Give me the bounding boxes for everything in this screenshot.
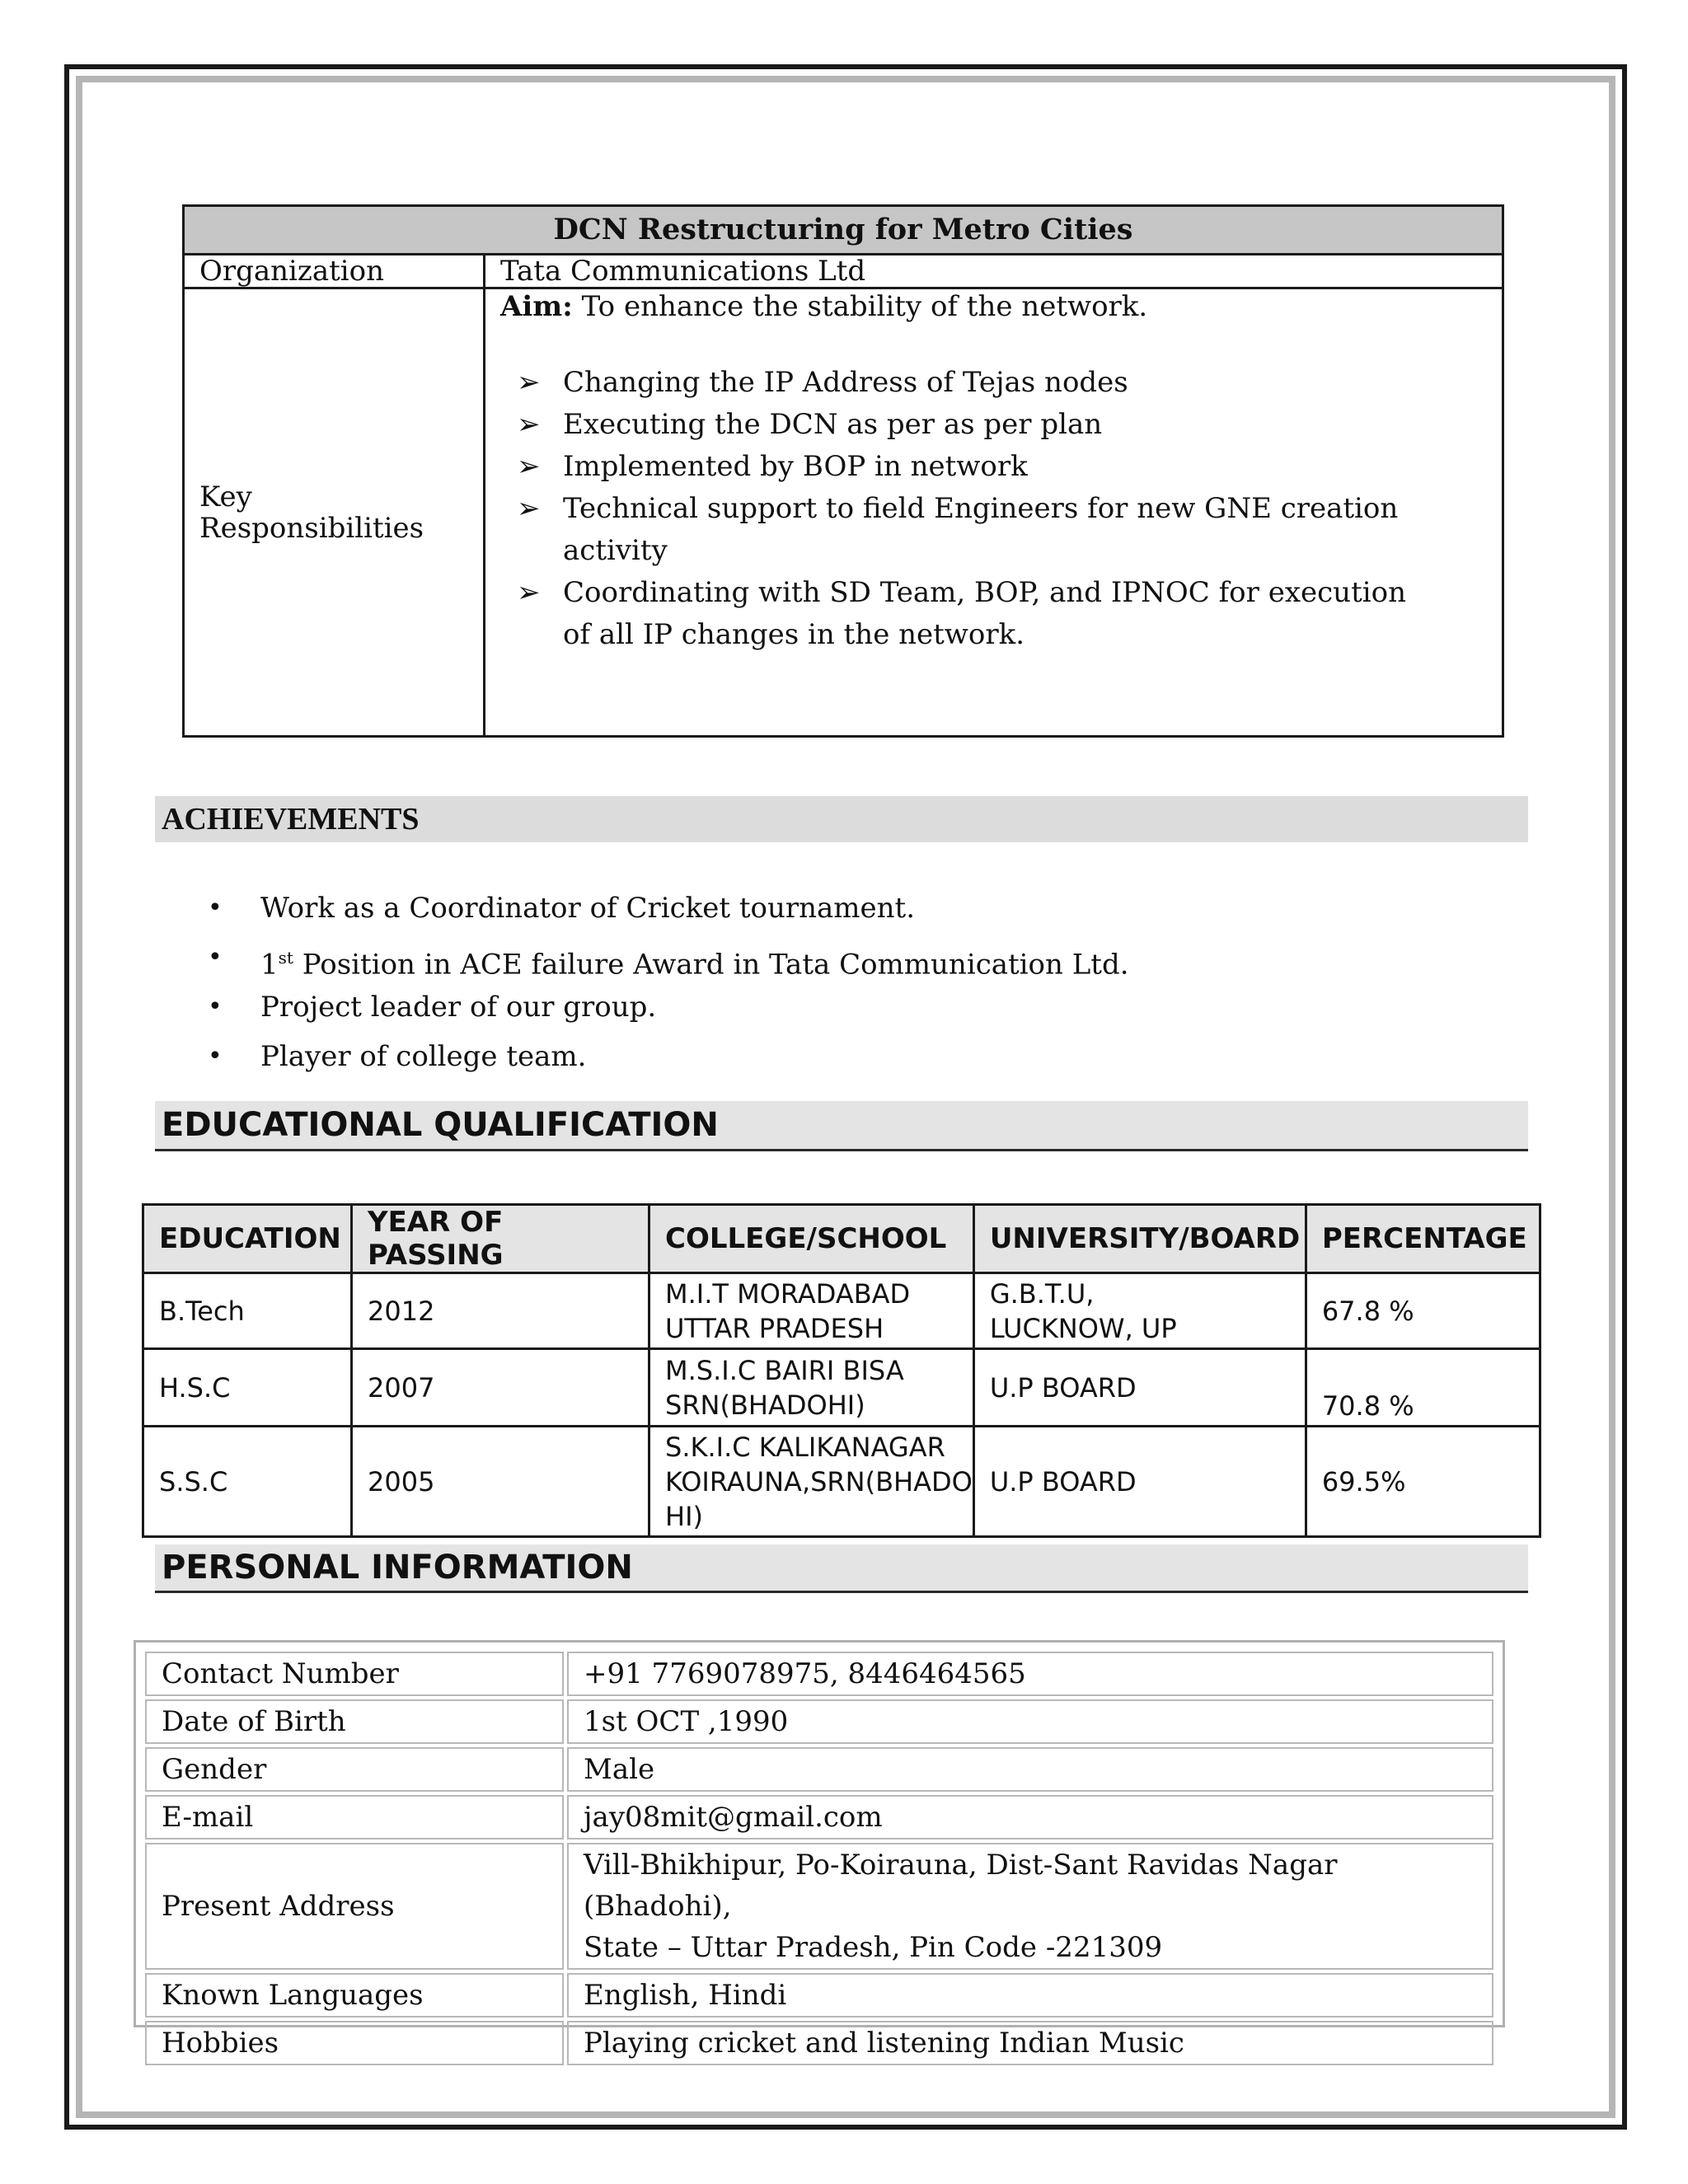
project-table: [182, 204, 1504, 738]
education-cell: B.Tech: [143, 1273, 352, 1349]
list-item: [208, 883, 1129, 933]
field-label: Date of Birth: [145, 1699, 564, 1744]
list-item: [208, 933, 1129, 982]
college-line: M.S.I.C BAIRI BISA: [665, 1354, 904, 1386]
list-item: [208, 1032, 1129, 1081]
table-row: [145, 1652, 1493, 1696]
college-line: SRN(BHADOHI): [665, 1389, 865, 1421]
university-cell: [973, 1273, 1306, 1349]
organization-value: Tata Communications Ltd: [485, 255, 1503, 288]
field-value: jay08mit@gmail.com: [567, 1795, 1493, 1840]
bullet-icon: •: [208, 943, 223, 972]
responsibility-text: Executing the DCN as per as per plan: [563, 408, 1103, 441]
address-line: State – Uttar Pradesh, Pin Code -221309: [584, 1931, 1163, 1964]
responsibility-text: Coordinating with SD Team, BOP, and IPNOC for execution of all IP changes in the network.: [563, 576, 1406, 651]
responsibility-text: Technical support to field Engineers for new GNE creation activity: [563, 492, 1399, 567]
percentage-cell: 69.5%: [1306, 1427, 1540, 1537]
arrow-bullet-icon: ➢: [517, 576, 541, 609]
achievements-list: [208, 883, 1129, 1081]
key-responsibilities-text: Key Responsibilities: [199, 480, 424, 545]
responsibility-text: Implemented by BOP in network: [563, 450, 1028, 483]
address-line: Vill-Bhikhipur, Po-Koirauna, Dist-Sant Ravidas Nagar (Bhadohi),: [584, 1849, 1338, 1923]
achievement-text: Position in ACE failure Award in Tata Communication Ltd.: [293, 948, 1129, 982]
college-cell: [649, 1427, 974, 1537]
arrow-bullet-icon: ➢: [517, 366, 541, 399]
field-value: Playing cricket and listening Indian Music: [567, 2021, 1493, 2065]
list-item: [208, 982, 1129, 1032]
personal-heading: PERSONAL INFORMATION: [162, 1549, 633, 1586]
field-label: E-mail: [145, 1795, 564, 1840]
college-line: UTTAR PRADESH: [665, 1312, 884, 1344]
column-header: EDUCATION: [143, 1205, 352, 1273]
field-label: Gender: [145, 1747, 564, 1792]
bullet-icon: •: [208, 893, 223, 922]
achievement-rank: 1: [260, 948, 279, 982]
field-value: +91 7769078975, 8446464565: [567, 1652, 1493, 1696]
achievement-text: Work as a Coordinator of Cricket tournament.: [260, 892, 916, 925]
key-responsibilities-label: [184, 288, 485, 737]
table-row: [145, 2021, 1493, 2065]
field-label: Contact Number: [145, 1652, 564, 1696]
university-cell: U.P BOARD: [973, 1427, 1306, 1537]
university-line: LUCKNOW, UP: [989, 1312, 1177, 1344]
personal-info-table: [142, 1648, 1497, 2069]
percentage-cell: 67.8 %: [1306, 1273, 1540, 1349]
list-item: [517, 446, 1428, 488]
table-row: [143, 1427, 1540, 1537]
year-cell: 2005: [352, 1427, 649, 1537]
college-line: M.I.T MORADABAD: [665, 1277, 911, 1310]
arrow-bullet-icon: ➢: [517, 450, 541, 483]
list-item: [517, 404, 1428, 446]
column-header: PERCENTAGE: [1306, 1205, 1540, 1273]
university-line: G.B.T.U,: [989, 1277, 1095, 1310]
education-cell: S.S.C: [143, 1427, 352, 1537]
education-header-underline: [155, 1149, 1528, 1151]
achievement-text: Player of college team.: [260, 1040, 587, 1073]
education-heading: EDUCATIONAL QUALIFICATION: [162, 1106, 719, 1144]
field-value: Male: [567, 1747, 1493, 1792]
project-title: DCN Restructuring for Metro Cities: [184, 206, 1503, 255]
field-value: English, Hindi: [567, 1973, 1493, 2018]
field-value: [567, 1843, 1493, 1970]
field-value: 1st OCT ,1990: [567, 1699, 1493, 1744]
aim-text: To enhance the stability of the network.: [581, 290, 1148, 323]
arrow-bullet-icon: ➢: [517, 492, 541, 525]
table-row: [143, 1273, 1540, 1349]
table-row: [145, 1699, 1493, 1744]
table-row: [145, 1843, 1493, 1970]
college-cell: [649, 1349, 974, 1427]
table-row: [145, 1973, 1493, 2018]
table-row: [145, 1747, 1493, 1792]
arrow-bullet-icon: ➢: [517, 408, 541, 441]
college-cell: [649, 1273, 974, 1349]
year-cell: 2007: [352, 1349, 649, 1427]
bullet-icon: •: [208, 992, 223, 1021]
table-row: [143, 1349, 1540, 1427]
achievement-text: Project leader of our group.: [260, 991, 657, 1024]
achievement-rank-suffix: st: [278, 948, 293, 968]
field-label: Known Languages: [145, 1973, 564, 2018]
achievements-heading: ACHIEVEMENTS: [162, 802, 420, 837]
university-cell: U.P BOARD: [973, 1349, 1306, 1427]
aim-line: [500, 291, 1502, 322]
college-line: S.K.I.C KALIKANAGAR: [665, 1431, 945, 1463]
table-row: [145, 1795, 1493, 1840]
college-line: KOIRAUNA,SRN(BHADO: [665, 1465, 973, 1497]
list-item: [517, 362, 1428, 404]
table-header-row: [143, 1205, 1540, 1273]
column-header: COLLEGE/SCHOOL: [649, 1205, 974, 1273]
personal-header-underline: [155, 1591, 1528, 1593]
bullet-icon: •: [208, 1042, 223, 1071]
list-item: [517, 572, 1428, 656]
column-header: YEAR OF PASSING: [352, 1205, 649, 1273]
responsibility-list: [500, 362, 1502, 656]
responsibility-text: Changing the IP Address of Tejas nodes: [563, 366, 1128, 399]
education-cell: H.S.C: [143, 1349, 352, 1427]
education-table: [142, 1203, 1541, 1538]
list-item: [517, 488, 1428, 572]
field-label: Present Address: [145, 1843, 564, 1970]
college-line: HI): [665, 1500, 703, 1532]
aim-label: Aim:: [500, 290, 573, 323]
responsibilities-cell: [485, 288, 1503, 737]
organization-label: Organization: [184, 255, 485, 288]
percentage-cell: 70.8 %: [1306, 1349, 1540, 1427]
column-header: UNIVERSITY/BOARD: [973, 1205, 1306, 1273]
field-label: Hobbies: [145, 2021, 564, 2065]
year-cell: 2012: [352, 1273, 649, 1349]
